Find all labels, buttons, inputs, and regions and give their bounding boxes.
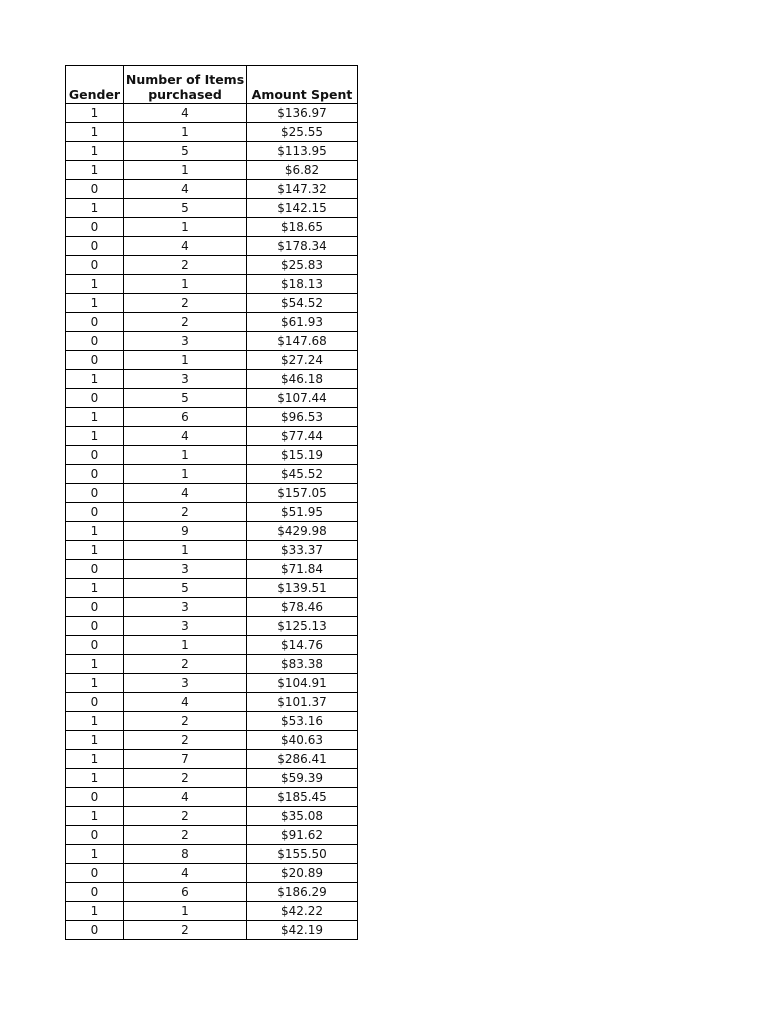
table-row — [66, 579, 358, 598]
table-row — [66, 845, 358, 864]
amount-spent-cell[interactable]: $15.19 — [247, 446, 358, 465]
table-row — [66, 560, 358, 579]
amount-spent-cell[interactable]: $18.13 — [247, 275, 358, 294]
items-purchased-cell[interactable]: 1 — [124, 161, 247, 180]
amount-spent-cell[interactable]: $42.22 — [247, 902, 358, 921]
gender-cell[interactable]: 1 — [66, 522, 124, 541]
table-row — [66, 465, 358, 484]
amount-spent-cell[interactable]: $147.32 — [247, 180, 358, 199]
gender-cell[interactable]: 1 — [66, 408, 124, 427]
items-purchased-cell[interactable]: 4 — [124, 693, 247, 712]
gender-cell[interactable]: 0 — [66, 636, 124, 655]
items-purchased-cell[interactable]: 1 — [124, 351, 247, 370]
gender-cell[interactable]: 0 — [66, 256, 124, 275]
header-amount-label: Amount Spent — [251, 87, 353, 102]
amount-spent-cell[interactable]: $91.62 — [247, 826, 358, 845]
table-row — [66, 294, 358, 313]
items-purchased-cell[interactable]: 3 — [124, 617, 247, 636]
amount-spent-cell[interactable]: $42.19 — [247, 921, 358, 940]
header-items-line2: purchased — [148, 87, 222, 102]
gender-cell[interactable]: 1 — [66, 199, 124, 218]
items-purchased-cell[interactable]: 3 — [124, 332, 247, 351]
table-row — [66, 864, 358, 883]
gender-cell[interactable]: 1 — [66, 161, 124, 180]
amount-spent-cell[interactable]: $185.45 — [247, 788, 358, 807]
data-table — [65, 65, 358, 940]
gender-cell[interactable]: 0 — [66, 826, 124, 845]
gender-cell[interactable]: 0 — [66, 332, 124, 351]
items-purchased-cell[interactable]: 5 — [124, 579, 247, 598]
gender-cell[interactable]: 0 — [66, 351, 124, 370]
table-row — [66, 522, 358, 541]
items-purchased-cell[interactable]: 2 — [124, 807, 247, 826]
table-row — [66, 598, 358, 617]
amount-spent-cell[interactable]: $101.37 — [247, 693, 358, 712]
table-row — [66, 161, 358, 180]
items-purchased-cell[interactable]: 5 — [124, 389, 247, 408]
table-row — [66, 237, 358, 256]
gender-cell[interactable]: 1 — [66, 370, 124, 389]
items-purchased-cell[interactable]: 3 — [124, 370, 247, 389]
amount-spent-cell[interactable]: $20.89 — [247, 864, 358, 883]
table-row — [66, 826, 358, 845]
items-purchased-cell[interactable]: 4 — [124, 427, 247, 446]
amount-spent-cell[interactable]: $33.37 — [247, 541, 358, 560]
items-purchased-cell[interactable]: 2 — [124, 769, 247, 788]
table-row — [66, 902, 358, 921]
amount-spent-cell[interactable]: $25.55 — [247, 123, 358, 142]
table-row — [66, 256, 358, 275]
gender-cell[interactable]: 0 — [66, 560, 124, 579]
amount-spent-cell[interactable]: $155.50 — [247, 845, 358, 864]
table-row — [66, 883, 358, 902]
items-purchased-cell[interactable]: 5 — [124, 199, 247, 218]
gender-cell[interactable]: 1 — [66, 769, 124, 788]
items-purchased-cell[interactable]: 9 — [124, 522, 247, 541]
header-gender[interactable] — [66, 66, 124, 104]
amount-spent-cell[interactable]: $83.38 — [247, 655, 358, 674]
amount-spent-cell[interactable]: $113.95 — [247, 142, 358, 161]
gender-cell[interactable]: 0 — [66, 218, 124, 237]
table-row — [66, 427, 358, 446]
table-row — [66, 351, 358, 370]
amount-spent-cell[interactable]: $107.44 — [247, 389, 358, 408]
items-purchased-cell[interactable]: 8 — [124, 845, 247, 864]
items-purchased-cell[interactable]: 1 — [124, 636, 247, 655]
gender-cell[interactable]: 1 — [66, 579, 124, 598]
amount-spent-cell[interactable]: $77.44 — [247, 427, 358, 446]
amount-spent-cell[interactable]: $136.97 — [247, 104, 358, 123]
table-row — [66, 484, 358, 503]
amount-spent-cell[interactable]: $186.29 — [247, 883, 358, 902]
amount-spent-cell[interactable]: $71.84 — [247, 560, 358, 579]
items-purchased-cell[interactable]: 1 — [124, 465, 247, 484]
gender-cell[interactable]: 0 — [66, 389, 124, 408]
amount-spent-cell[interactable]: $45.52 — [247, 465, 358, 484]
items-purchased-cell[interactable]: 1 — [124, 123, 247, 142]
items-purchased-cell[interactable]: 2 — [124, 256, 247, 275]
header-items-line1: Number of Items — [125, 72, 245, 87]
items-purchased-cell[interactable]: 3 — [124, 598, 247, 617]
items-purchased-cell[interactable]: 2 — [124, 826, 247, 845]
table-row — [66, 389, 358, 408]
items-purchased-cell[interactable]: 2 — [124, 712, 247, 731]
gender-cell[interactable]: 1 — [66, 750, 124, 769]
amount-spent-cell[interactable]: $178.34 — [247, 237, 358, 256]
gender-cell[interactable]: 0 — [66, 313, 124, 332]
items-purchased-cell[interactable]: 1 — [124, 275, 247, 294]
header-amount-spent[interactable] — [247, 66, 358, 104]
amount-spent-cell[interactable]: $14.76 — [247, 636, 358, 655]
amount-spent-cell[interactable]: $286.41 — [247, 750, 358, 769]
table-row — [66, 313, 358, 332]
header-items-purchased[interactable] — [124, 66, 247, 104]
items-purchased-cell[interactable]: 4 — [124, 180, 247, 199]
items-purchased-cell[interactable]: 4 — [124, 237, 247, 256]
amount-spent-cell[interactable]: $59.39 — [247, 769, 358, 788]
amount-spent-cell[interactable]: $139.51 — [247, 579, 358, 598]
table-row — [66, 142, 358, 161]
items-purchased-cell[interactable]: 4 — [124, 864, 247, 883]
items-purchased-cell[interactable]: 2 — [124, 921, 247, 940]
gender-cell[interactable]: 0 — [66, 503, 124, 522]
amount-spent-cell[interactable]: $53.16 — [247, 712, 358, 731]
header-row — [66, 66, 358, 104]
gender-cell[interactable]: 0 — [66, 465, 124, 484]
amount-spent-cell[interactable]: $157.05 — [247, 484, 358, 503]
table-row — [66, 693, 358, 712]
header-gender-label: Gender — [68, 87, 121, 102]
gender-cell[interactable]: 0 — [66, 598, 124, 617]
gender-cell[interactable]: 0 — [66, 484, 124, 503]
table-row — [66, 769, 358, 788]
items-purchased-cell[interactable]: 5 — [124, 142, 247, 161]
gender-cell[interactable]: 0 — [66, 788, 124, 807]
gender-cell[interactable]: 1 — [66, 674, 124, 693]
items-purchased-cell[interactable]: 4 — [124, 788, 247, 807]
amount-spent-cell[interactable]: $6.82 — [247, 161, 358, 180]
amount-spent-cell[interactable]: $125.13 — [247, 617, 358, 636]
items-purchased-cell[interactable]: 6 — [124, 408, 247, 427]
spreadsheet-area — [65, 65, 358, 940]
amount-spent-cell[interactable]: $46.18 — [247, 370, 358, 389]
items-purchased-cell[interactable]: 2 — [124, 313, 247, 332]
table-row — [66, 123, 358, 142]
items-purchased-cell[interactable]: 3 — [124, 674, 247, 693]
amount-spent-cell[interactable]: $142.15 — [247, 199, 358, 218]
gender-cell[interactable]: 0 — [66, 921, 124, 940]
table-row — [66, 275, 358, 294]
items-purchased-cell[interactable]: 2 — [124, 655, 247, 674]
table-row — [66, 180, 358, 199]
gender-cell[interactable]: 0 — [66, 617, 124, 636]
items-purchased-cell[interactable]: 1 — [124, 446, 247, 465]
items-purchased-cell[interactable]: 1 — [124, 541, 247, 560]
amount-spent-cell[interactable]: $61.93 — [247, 313, 358, 332]
items-purchased-cell[interactable]: 3 — [124, 560, 247, 579]
amount-spent-cell[interactable]: $27.24 — [247, 351, 358, 370]
table-row — [66, 655, 358, 674]
gender-cell[interactable]: 0 — [66, 864, 124, 883]
amount-spent-cell[interactable]: $429.98 — [247, 522, 358, 541]
table-row — [66, 541, 358, 560]
items-purchased-cell[interactable]: 1 — [124, 218, 247, 237]
table-row — [66, 408, 358, 427]
items-purchased-cell[interactable]: 2 — [124, 294, 247, 313]
amount-spent-cell[interactable]: $40.63 — [247, 731, 358, 750]
gender-cell[interactable]: 0 — [66, 693, 124, 712]
table-row — [66, 104, 358, 123]
gender-cell[interactable]: 1 — [66, 123, 124, 142]
items-purchased-cell[interactable]: 7 — [124, 750, 247, 769]
gender-cell[interactable]: 1 — [66, 731, 124, 750]
amount-spent-cell[interactable]: $35.08 — [247, 807, 358, 826]
table-row — [66, 617, 358, 636]
gender-cell[interactable]: 1 — [66, 655, 124, 674]
table-row — [66, 503, 358, 522]
items-purchased-cell[interactable]: 1 — [124, 902, 247, 921]
gender-cell[interactable]: 1 — [66, 712, 124, 731]
gender-cell[interactable]: 0 — [66, 883, 124, 902]
table-row — [66, 712, 358, 731]
table-row — [66, 750, 358, 769]
table-row — [66, 199, 358, 218]
items-purchased-cell[interactable]: 6 — [124, 883, 247, 902]
gender-cell[interactable]: 1 — [66, 294, 124, 313]
table-row — [66, 788, 358, 807]
amount-spent-cell[interactable]: $54.52 — [247, 294, 358, 313]
table-row — [66, 636, 358, 655]
items-purchased-cell[interactable]: 4 — [124, 484, 247, 503]
gender-cell[interactable]: 0 — [66, 446, 124, 465]
gender-cell[interactable]: 1 — [66, 807, 124, 826]
table-row — [66, 332, 358, 351]
table-row — [66, 731, 358, 750]
amount-spent-cell[interactable]: $96.53 — [247, 408, 358, 427]
amount-spent-cell[interactable]: $51.95 — [247, 503, 358, 522]
gender-cell[interactable]: 0 — [66, 237, 124, 256]
items-purchased-cell[interactable]: 2 — [124, 503, 247, 522]
gender-cell[interactable]: 1 — [66, 104, 124, 123]
amount-spent-cell[interactable]: $78.46 — [247, 598, 358, 617]
gender-cell[interactable]: 1 — [66, 541, 124, 560]
gender-cell[interactable]: 1 — [66, 427, 124, 446]
amount-spent-cell[interactable]: $147.68 — [247, 332, 358, 351]
table-row — [66, 218, 358, 237]
items-purchased-cell[interactable]: 4 — [124, 104, 247, 123]
table-row — [66, 807, 358, 826]
gender-cell[interactable]: 0 — [66, 180, 124, 199]
gender-cell[interactable]: 1 — [66, 902, 124, 921]
amount-spent-cell[interactable]: $18.65 — [247, 218, 358, 237]
table-row — [66, 370, 358, 389]
items-purchased-cell[interactable]: 2 — [124, 731, 247, 750]
amount-spent-cell[interactable]: $104.91 — [247, 674, 358, 693]
gender-cell[interactable]: 1 — [66, 142, 124, 161]
table-row — [66, 674, 358, 693]
table-row — [66, 921, 358, 940]
table-body — [66, 104, 358, 940]
gender-cell[interactable]: 1 — [66, 275, 124, 294]
gender-cell[interactable]: 1 — [66, 845, 124, 864]
table-row — [66, 446, 358, 465]
amount-spent-cell[interactable]: $25.83 — [247, 256, 358, 275]
